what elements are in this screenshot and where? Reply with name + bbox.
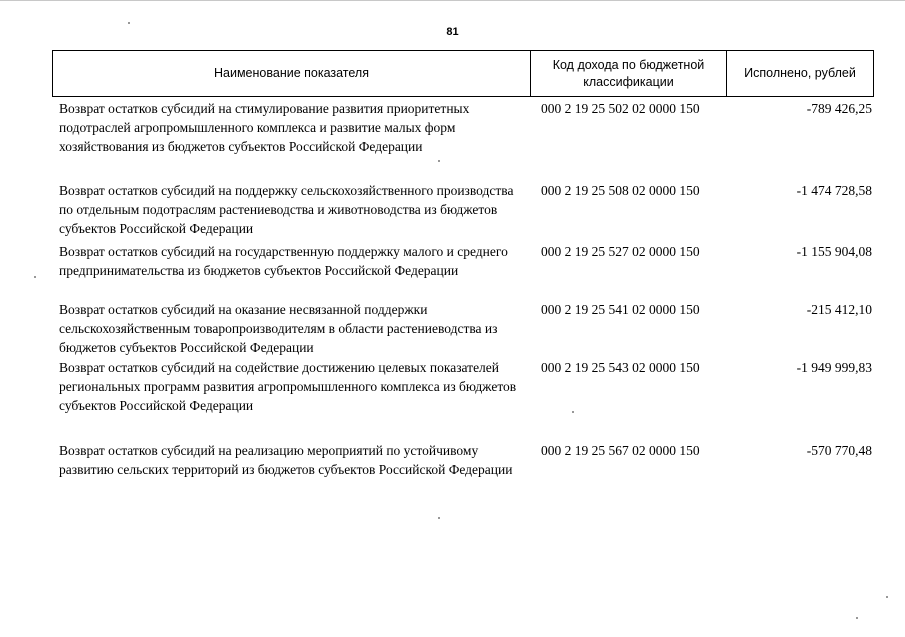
- row-amount: -1 155 904,08: [796, 244, 872, 259]
- scan-top-edge: [0, 0, 905, 1]
- header-name-column: Наименование показателя: [53, 51, 531, 96]
- row-name: Возврат остатков субсидий на оказание несвязанной поддержки сельскохозяйственным товаропроизводителям в области растениеводства из бюджетов субъектов Российской Федерации: [59, 302, 498, 355]
- table-header: [52, 50, 874, 97]
- row-name: Возврат остатков субсидий на реализацию мероприятий по устойчивому развитию сельских территорий из бюджетов субъектов Российской Федерации: [59, 443, 513, 477]
- row-name: Возврат остатков субсидий на поддержку сельскохозяйственного производства по отдельным подотраслям растениеводства и животноводства из бюджетов субъектов Российской Федерации: [59, 183, 514, 236]
- scan-speck: [438, 160, 440, 162]
- row-amount: -1 474 728,58: [796, 183, 872, 198]
- row-amount: -215 412,10: [806, 302, 872, 317]
- row-amount: -570 770,48: [806, 443, 872, 458]
- header-executed-column: Исполнено, рублей: [744, 66, 856, 80]
- row-code: 000 2 19 25 502 02 0000 150: [541, 101, 700, 116]
- scan-speck: [572, 411, 574, 413]
- row-code: 000 2 19 25 508 02 0000 150: [541, 183, 700, 198]
- scan-speck: [438, 517, 440, 519]
- row-amount: -789 426,25: [806, 101, 872, 116]
- header-code-column: Код дохода по бюджетной классификации: [531, 51, 727, 96]
- scan-speck: [886, 596, 888, 598]
- row-name: Возврат остатков субсидий на государственную поддержку малого и среднего предпринимательства из бюджетов субъектов Российской Федерации: [59, 244, 508, 278]
- page-number: 81: [446, 26, 459, 38]
- row-code: 000 2 19 25 527 02 0000 150: [541, 244, 700, 259]
- row-code: 000 2 19 25 543 02 0000 150: [541, 360, 700, 375]
- scan-speck: [856, 617, 858, 619]
- row-amount: -1 949 999,83: [796, 360, 872, 375]
- row-code: 000 2 19 25 567 02 0000 150: [541, 443, 700, 458]
- scan-speck: [128, 22, 130, 24]
- scan-speck: [34, 276, 36, 278]
- row-name: Возврат остатков субсидий на содействие достижению целевых показателей региональных программ развития агропромышленного комплекса из бюджетов субъектов Российской Федерации: [59, 360, 517, 413]
- row-name: Возврат остатков субсидий на стимулирование развития приоритетных подотраслей агропромышленного комплекса и развитие малых форм хозяйствования из бюджетов субъектов Российской Федерации: [59, 101, 470, 154]
- row-code: 000 2 19 25 541 02 0000 150: [541, 302, 700, 317]
